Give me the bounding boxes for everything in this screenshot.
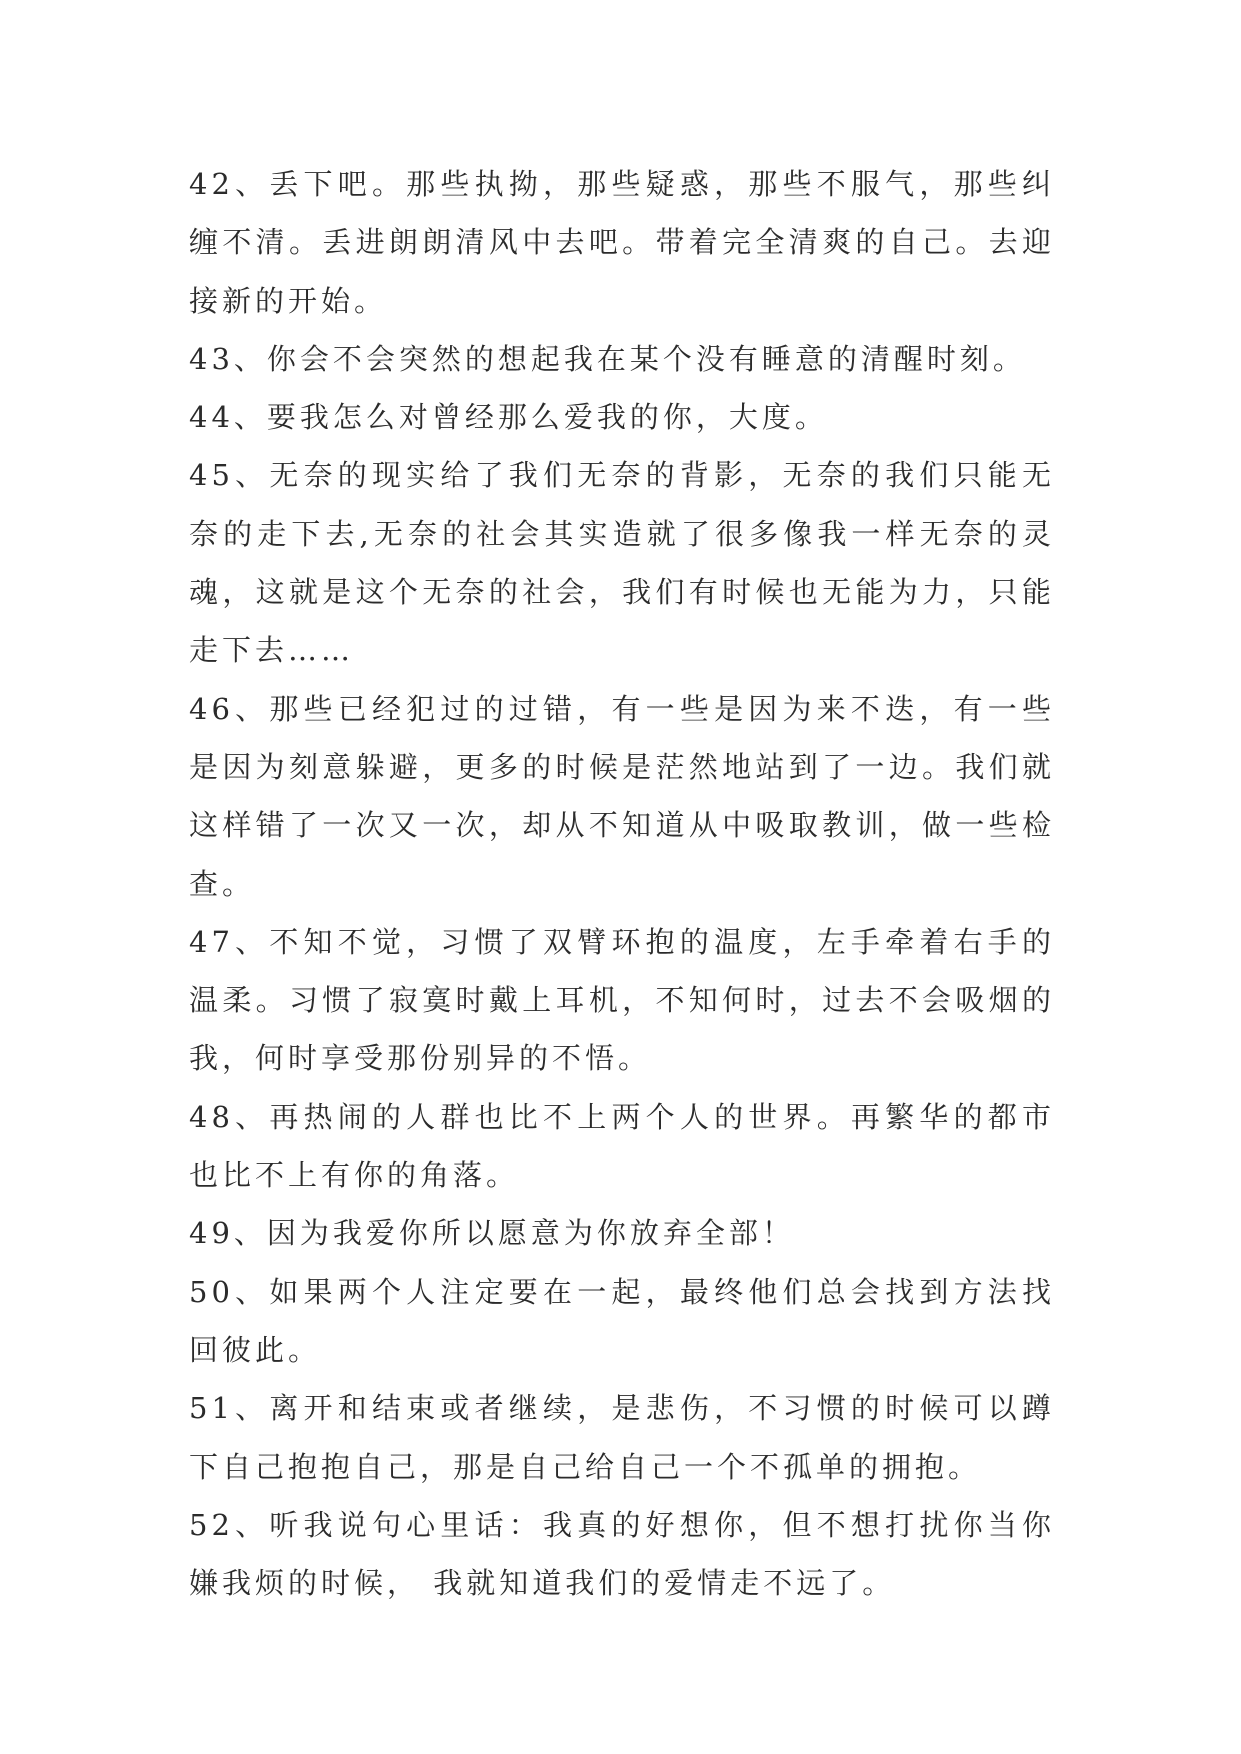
- entry-44: 44、要我怎么对曾经那么爱我的你，大度。: [189, 400, 828, 435]
- entry-52: 52、听我说句心里话：我真的好想你，但不想打扰你当你嫌我烦的时候， 我就知道我们的爱情走不远了。: [189, 1507, 1055, 1601]
- entry-46: 46、那些已经犯过的过错，有一些是因为来不迭，有一些是因为刻意躲避，更多的时候是茫然地站到了一边。我们就这样错了一次又一次，却从不知道从中吸取教训，做一些检查。: [189, 691, 1055, 901]
- entry-43: 43、你会不会突然的想起我在某个没有睡意的清醒时刻。: [189, 341, 1026, 376]
- entry-51: 51、离开和结束或者继续，是悲伤，不习惯的时候可以蹲下自己抱抱自己，那是自己给自己一个不孤单的拥抱。: [189, 1391, 1055, 1484]
- document-body: [189, 155, 1055, 1612]
- entry-48: 48、再热闹的人群也比不上两个人的世界。再繁华的都市也比不上有你的角落。: [189, 1099, 1055, 1193]
- entry-42: 42、丢下吧。那些执拗，那些疑惑，那些不服气，那些纠缠不清。丢进朗朗清风中去吧。带着完全清爽的自己。去迎接新的开始。: [189, 167, 1055, 318]
- entry-45: 45、无奈的现实给了我们无奈的背影，无奈的我们只能无奈的走下去,无奈的社会其实造就了很多像我一样无奈的灵魂，这就是这个无奈的社会，我们有时候也无能为力，只能走下去……: [189, 458, 1055, 668]
- entry-49: 49、因为我爱你所以愿意为你放弃全部！: [189, 1216, 795, 1251]
- entry-47: 47、不知不觉，习惯了双臂环抱的温度，左手牵着右手的温柔。习惯了寂寞时戴上耳机，不知何时，过去不会吸烟的我，何时享受那份别异的不悟。: [189, 924, 1055, 1076]
- entry-50: 50、如果两个人注定要在一起，最终他们总会找到方法找回彼此。: [189, 1274, 1055, 1367]
